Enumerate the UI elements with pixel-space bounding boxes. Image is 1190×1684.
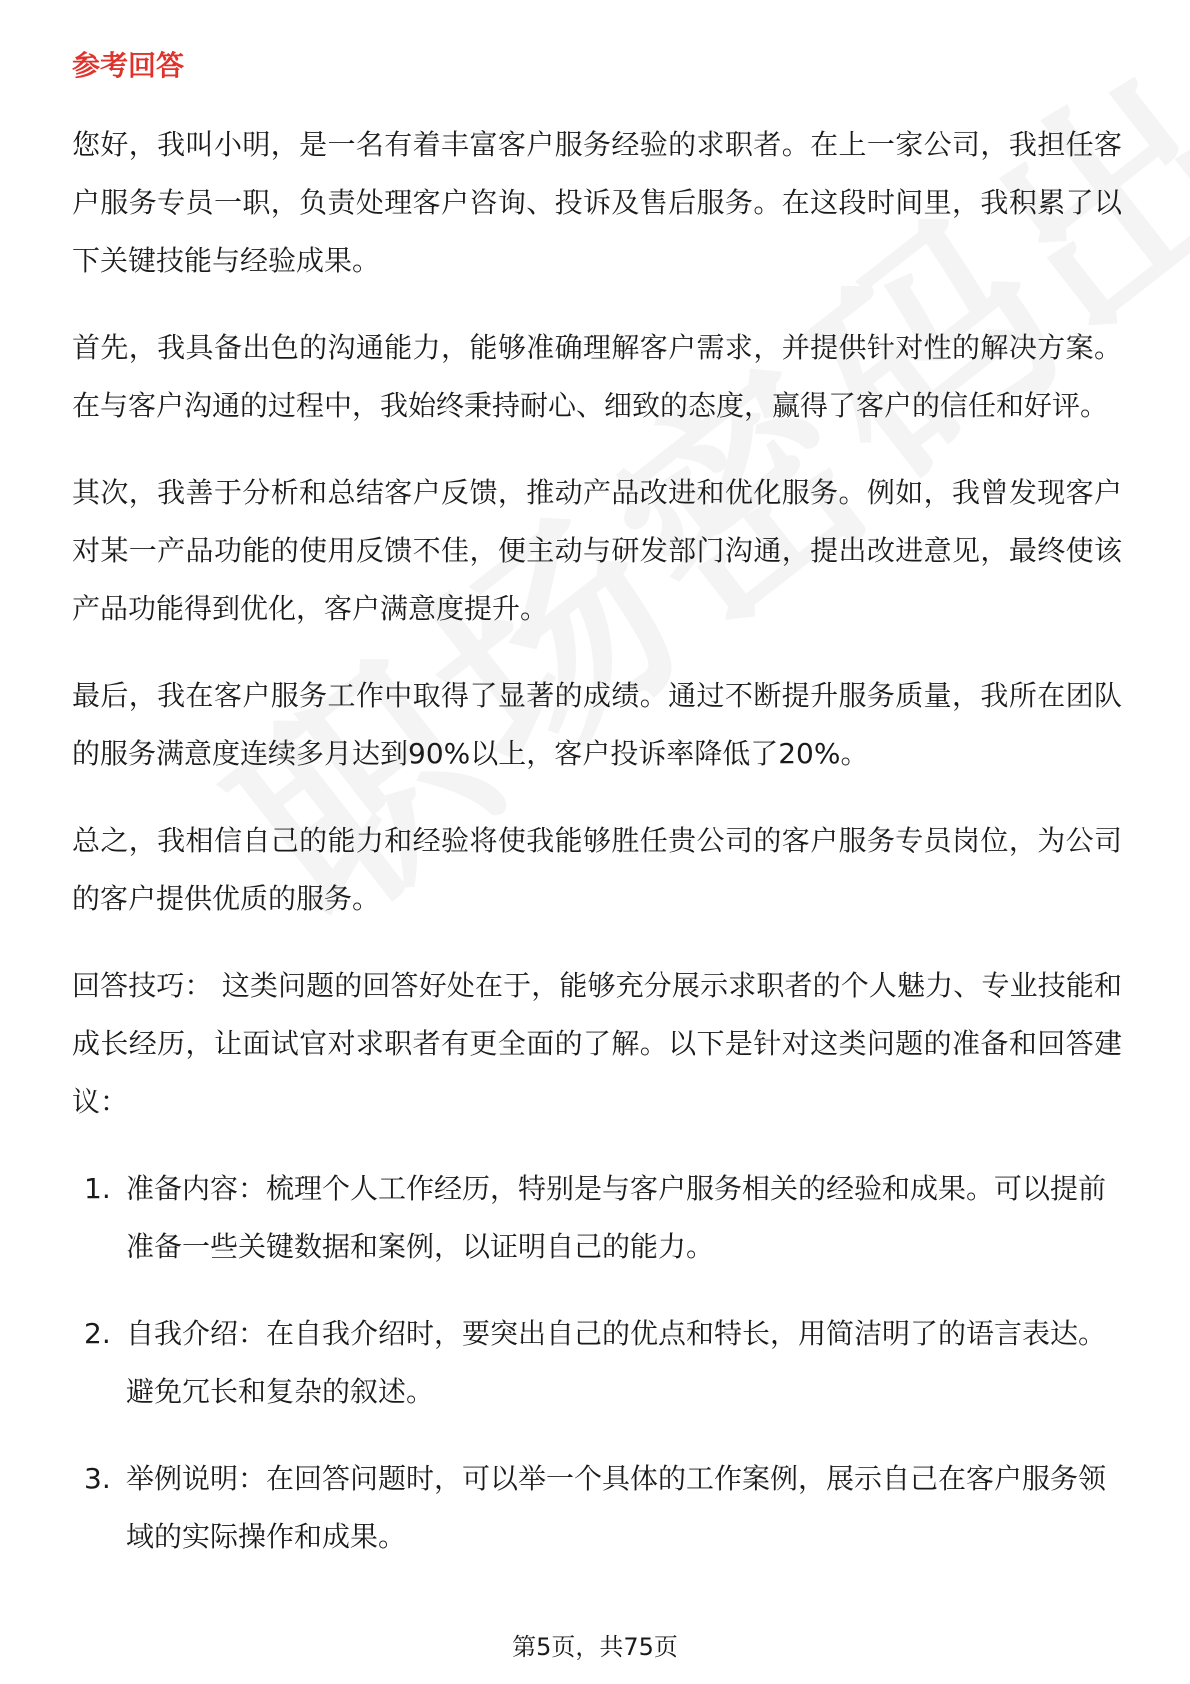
list-item-number: 2.: [84, 1317, 111, 1350]
list-item-number: 3.: [84, 1462, 111, 1495]
section-title: 参考回答: [72, 49, 185, 82]
list-item: [72, 1305, 1122, 1421]
list-item-number: 1.: [84, 1172, 111, 1205]
tips-list: [72, 1160, 1122, 1566]
paragraph-communication: 首先，我具备出色的沟通能力，能够准确理解客户需求，并提供针对性的解决方案。在与客户沟通的过程中，我始终秉持耐心、细致的态度，赢得了客户的信任和好评。: [72, 331, 1122, 422]
list-item: [72, 1450, 1122, 1566]
paragraph-intro: 您好，我叫小明，是一名有着丰富客户服务经验的求职者。在上一家公司，我担任客户服务专员一职，负责处理客户咨询、投诉及售后服务。在这段时间里，我积累了以下关键技能与经验成果。: [72, 128, 1122, 277]
paragraph-achievements: 最后，我在客户服务工作中取得了显著的成绩。通过不断提升服务质量，我所在团队的服务满意度连续多月达到90%以上，客户投诉率降低了20%。: [72, 679, 1122, 770]
document-content: [72, 46, 1122, 1595]
paragraph-conclusion: 总之，我相信自己的能力和经验将使我能够胜任贵公司的客户服务专员岗位，为公司的客户提供优质的服务。: [72, 824, 1122, 915]
list-item: [72, 1160, 1122, 1276]
list-item-text: 准备内容：梳理个人工作经历，特别是与客户服务相关的经验和成果。可以提前准备一些关键数据和案例，以证明自己的能力。: [126, 1172, 1107, 1263]
page-number: 第5页，共75页: [512, 1633, 678, 1661]
paragraph-feedback: 其次，我善于分析和总结客户反馈，推动产品改进和优化服务。例如，我曾发现客户对某一产品功能的使用反馈不佳，便主动与研发部门沟通，提出改进意见，最终使该产品功能得到优化，客户满意度提升。: [72, 476, 1122, 625]
list-item-text: 自我介绍：在自我介绍时，要突出自己的优点和特长，用简洁明了的语言表达。避免冗长和复杂的叙述。: [126, 1317, 1107, 1408]
paragraph-answer-tips: 回答技巧： 这类问题的回答好处在于，能够充分展示求职者的个人魅力、专业技能和成长经历，让面试官对求职者有更全面的了解。以下是针对这类问题的准备和回答建议：: [72, 969, 1122, 1118]
list-item-text: 举例说明：在回答问题时，可以举一个具体的工作案例，展示自己在客户服务领域的实际操作和成果。: [126, 1462, 1107, 1553]
